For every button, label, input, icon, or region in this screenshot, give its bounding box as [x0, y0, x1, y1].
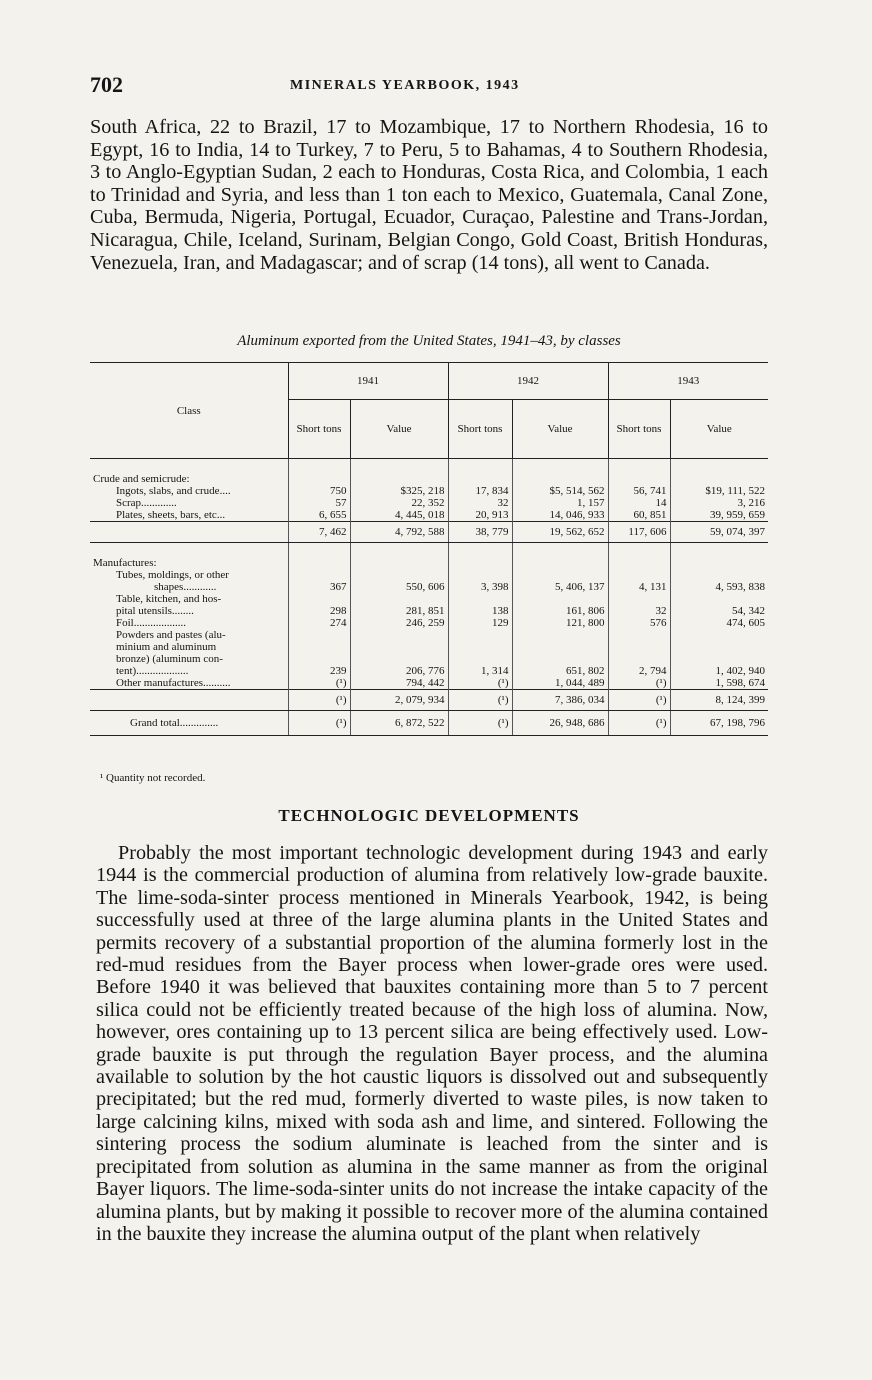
- page-number: 702: [90, 72, 123, 97]
- table-cell: 1, 402, 940: [670, 629, 768, 677]
- table-cell: 57: [288, 497, 350, 509]
- grand-total-cell: (¹): [448, 711, 512, 736]
- subtotal-cell: 117, 606: [608, 522, 670, 543]
- subtotal-cell: 59, 074, 397: [670, 522, 768, 543]
- group-header-row: [90, 459, 768, 486]
- class-header: Class: [90, 363, 288, 459]
- table-cell: 206, 776: [350, 629, 448, 677]
- table-cell: 138: [448, 593, 512, 617]
- subtotal-cell: 38, 779: [448, 522, 512, 543]
- table-cell: 4, 131: [608, 569, 670, 593]
- value-header: Value: [350, 400, 448, 459]
- table-cell: (¹): [448, 677, 512, 690]
- subtotal-cell: (¹): [448, 690, 512, 711]
- table-cell: 17, 834: [448, 485, 512, 497]
- table-cell: 20, 913: [448, 509, 512, 522]
- table-cell: 298: [288, 593, 350, 617]
- row-label: Other manufactures..........: [116, 677, 231, 689]
- row-label: Powders and pastes (alu- minium and aluminum bronze) (aluminum con- tent)...................: [116, 629, 226, 677]
- table-row: [90, 629, 768, 677]
- table-cell: (¹): [608, 677, 670, 690]
- table-row: [90, 509, 768, 522]
- subtotal-cell: 7, 386, 034: [512, 690, 608, 711]
- row-label: Scrap.............: [116, 497, 177, 509]
- table-cell: 367: [288, 569, 350, 593]
- exports-table: [90, 362, 768, 736]
- subtotal-cell: 7, 462: [288, 522, 350, 543]
- table-cell: 14, 046, 933: [512, 509, 608, 522]
- subtotal-cell: (¹): [608, 690, 670, 711]
- table-row: [90, 569, 768, 593]
- row-label: Ingots, slabs, and crude....: [116, 485, 231, 497]
- row-label: Table, kitchen, and hos- pital utensils........: [116, 593, 222, 617]
- table-cell: 22, 352: [350, 497, 448, 509]
- intro-paragraph: South Africa, 22 to Brazil, 17 to Mozambique, 17 to Northern Rhodesia, 16 to Egypt, 16 to India, 14 to Turkey, 7 to Peru, 5 to Bahamas, 4 to Southern Rhodesia, 3 to Anglo-Egyptian Sudan, 2 each to Honduras, Costa Rica, and Colombia, 1 each to Trinidad and Syria, and less than 1 ton each to Mexico, Guatemala, Canal Zone, Cuba, Bermuda, Nigeria, Portugal, Ecuador, Curaçao, Palestine and Trans-Jordan, Nicaragua, Chile, Iceland, Surinam, Belgian Congo, Gold Coast, British Honduras, Venezuela, Iran, and Madagascar; and of scrap (14 tons), all went to Canada.: [90, 116, 768, 274]
- group-header-row: [90, 543, 768, 570]
- grand-total-cell: 6, 872, 522: [350, 711, 448, 736]
- table-cell: $5, 514, 562: [512, 485, 608, 497]
- table-cell: 794, 442: [350, 677, 448, 690]
- table-cell: 54, 342: [670, 593, 768, 617]
- value-header: Value: [512, 400, 608, 459]
- table-cell: 1, 314: [448, 629, 512, 677]
- table-cell: 239: [288, 629, 350, 677]
- grand-total-cell: (¹): [288, 711, 350, 736]
- subtotal-cell: 8, 124, 399: [670, 690, 768, 711]
- table-row: [90, 485, 768, 497]
- table-cell: 2, 794: [608, 629, 670, 677]
- table-cell: $325, 218: [350, 485, 448, 497]
- table-cell: 1, 598, 674: [670, 677, 768, 690]
- table-cell: 3, 398: [448, 569, 512, 593]
- table-cell: 1, 157: [512, 497, 608, 509]
- subtotal-row: [90, 522, 768, 543]
- grand-total-cell: 67, 198, 796: [670, 711, 768, 736]
- subtotal-row: [90, 690, 768, 711]
- table-cell: 32: [608, 593, 670, 617]
- table-cell: 56, 741: [608, 485, 670, 497]
- short-tons-header: Short tons: [448, 400, 512, 459]
- row-label: Tubes, moldings, or other shapes............: [116, 569, 229, 593]
- subtotal-cell: 2, 079, 934: [350, 690, 448, 711]
- table-cell: 39, 959, 659: [670, 509, 768, 522]
- table-cell: 246, 259: [350, 617, 448, 629]
- table-cell: 4, 445, 018: [350, 509, 448, 522]
- grand-total-label: Grand total..............: [90, 711, 288, 736]
- table-cell: 121, 800: [512, 617, 608, 629]
- table-cell: 550, 606: [350, 569, 448, 593]
- table-row: [90, 617, 768, 629]
- table-row: [90, 677, 768, 690]
- table-cell: 5, 406, 137: [512, 569, 608, 593]
- table-cell: 6, 655: [288, 509, 350, 522]
- table-cell: 274: [288, 617, 350, 629]
- table-cell: 281, 851: [350, 593, 448, 617]
- value-header: Value: [670, 400, 768, 459]
- short-tons-header: Short tons: [608, 400, 670, 459]
- grand-total-row: [90, 711, 768, 736]
- year-header: 1941: [288, 363, 448, 400]
- table-cell: (¹): [288, 677, 350, 690]
- table-header-years: [90, 363, 768, 400]
- body-paragraph: Probably the most important technologic development during 1943 and early 1944 is the commercial production of alumina from relatively low-grade bauxite. The lime-soda-sinter process mentioned in Minerals Yearbook, 1942, is being successfully used at three of the large alumina plants in the United States and permits recovery of a substantial proportion of the alumina formerly lost in the red-mud residues from the Bayer process when lower-grade ores were used. Before 1940 it was believed that bauxites containing more than 5 to 7 percent silica could not be efficiently treated because of the high loss of alumina. Now, however, ores containing up to 13 percent silica are being effectively used. Low-grade bauxite is put through the regulation Bayer process, and the alumina available to solution by the hot caustic liquors is dissolved out and subsequently precipitated; but the red mud, formerly diverted to waste piles, is now taken to large calcining kilns, mixed with soda ash and lime, and sintered. Following the sintering process the sodium aluminate is leached from the sinter and is precipitated from solution as alumina in the same manner as from the original Bayer liquors. The lime-soda-sinter units do not increase the intake capacity of the alumina plants, but by making it possible to recover more of the alumina contained in the bauxite they increase the alumina output of the plant when relatively: [96, 842, 768, 1245]
- grand-total-cell: 26, 948, 686: [512, 711, 608, 736]
- table-cell: 1, 044, 489: [512, 677, 608, 690]
- table-cell: $19, 111, 522: [670, 485, 768, 497]
- table-cell: 750: [288, 485, 350, 497]
- manufactures-group-label: Manufactures:: [93, 557, 157, 569]
- table-cell: 60, 851: [608, 509, 670, 522]
- table-cell: 32: [448, 497, 512, 509]
- grand-total-cell: (¹): [608, 711, 670, 736]
- crude-group-label: Crude and semicrude:: [93, 473, 190, 485]
- table-caption: Aluminum exported from the United States, 1941–43, by classes: [237, 333, 621, 349]
- running-title: MINERALS YEARBOOK, 1943: [290, 78, 520, 93]
- table-cell: 161, 806: [512, 593, 608, 617]
- row-label: Foil...................: [116, 617, 186, 629]
- year-header: 1942: [448, 363, 608, 400]
- table-cell: 474, 605: [670, 617, 768, 629]
- running-head: [90, 72, 770, 100]
- table-cell: 4, 593, 838: [670, 569, 768, 593]
- table-cell: 651, 802: [512, 629, 608, 677]
- subtotal-cell: 4, 792, 588: [350, 522, 448, 543]
- table-cell: 129: [448, 617, 512, 629]
- table-cell: 3, 216: [670, 497, 768, 509]
- subtotal-cell: 19, 562, 652: [512, 522, 608, 543]
- table-cell: 576: [608, 617, 670, 629]
- section-heading: TECHNOLOGIC DEVELOPMENTS: [278, 806, 580, 825]
- table-footnote: ¹ Quantity not recorded.: [100, 772, 206, 784]
- table-row: [90, 497, 768, 509]
- row-label: Plates, sheets, bars, etc...: [116, 509, 226, 521]
- year-header: 1943: [608, 363, 768, 400]
- table-cell: 14: [608, 497, 670, 509]
- subtotal-cell: (¹): [288, 690, 350, 711]
- short-tons-header: Short tons: [288, 400, 350, 459]
- table-row: [90, 593, 768, 617]
